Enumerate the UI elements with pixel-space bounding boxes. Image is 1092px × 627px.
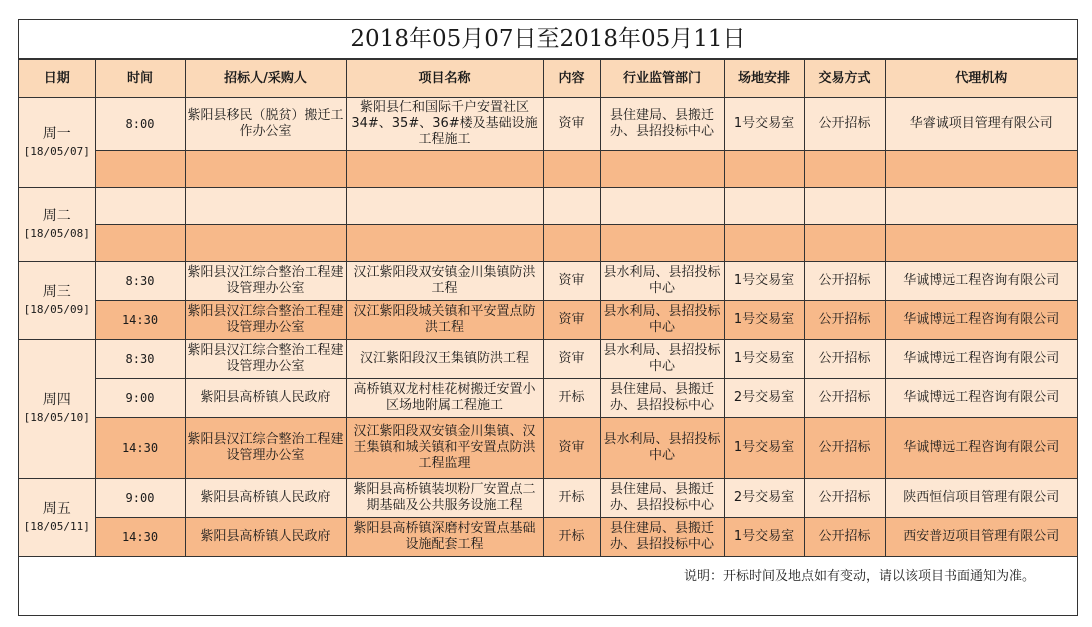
content-cell: 资审 <box>543 98 600 151</box>
day-name: 周五 <box>42 500 71 517</box>
content-cell: 资审 <box>543 262 600 301</box>
day-cell <box>19 262 95 340</box>
project-cell: 汉江紫阳段双安镇金川集镇防洪工程 <box>346 262 543 301</box>
agency-cell <box>885 225 1077 262</box>
header-time: 时间 <box>95 60 185 98</box>
tenderer-cell: 紫阳县高桥镇人民政府 <box>185 479 346 518</box>
time-cell <box>95 151 185 188</box>
time-cell: 14:30 <box>95 418 185 479</box>
method-cell <box>804 151 885 188</box>
agency-cell: 华睿诚项目管理有限公司 <box>885 98 1077 151</box>
content-cell: 开标 <box>543 518 600 557</box>
project-cell: 紫阳县仁和国际千户安置社区34#、35#、36#楼及基础设施工程施工 <box>346 98 543 151</box>
schedule-table <box>19 59 1077 596</box>
project-cell: 紫阳县高桥镇装坝粉厂安置点二期基础及公共服务设施工程 <box>346 479 543 518</box>
venue-cell <box>724 151 804 188</box>
content-cell: 资审 <box>543 418 600 479</box>
day-date: [18/05/11] <box>23 519 90 533</box>
table-row <box>19 262 1077 301</box>
dept-cell: 县住建局、县搬迁办、县招投标中心 <box>600 98 724 151</box>
time-cell: 8:00 <box>95 98 185 151</box>
method-cell: 公开招标 <box>804 418 885 479</box>
day-date: [18/05/09] <box>23 302 90 316</box>
project-cell: 高桥镇双龙村桂花树搬迁安置小区场地附属工程施工 <box>346 379 543 418</box>
day-name: 周三 <box>42 283 71 300</box>
content-cell: 开标 <box>543 479 600 518</box>
day-name: 周四 <box>42 392 71 408</box>
table-row <box>19 518 1077 557</box>
venue-cell: 2号交易室 <box>724 379 804 418</box>
footer-row <box>19 557 1077 597</box>
content-cell: 资审 <box>543 340 600 379</box>
method-cell: 公开招标 <box>804 301 885 340</box>
table-row <box>19 418 1077 479</box>
tenderer-cell: 紫阳县汉江综合整治工程建设管理办公室 <box>185 340 346 379</box>
project-cell: 紫阳县高桥镇深磨村安置点基础设施配套工程 <box>346 518 543 557</box>
tenderer-cell: 紫阳县汉江综合整治工程建设管理办公室 <box>185 418 346 479</box>
content-cell <box>543 225 600 262</box>
header-tenderer: 招标人/采购人 <box>185 60 346 98</box>
header-venue: 场地安排 <box>724 60 804 98</box>
header-date: 日期 <box>19 60 95 98</box>
tenderer-cell: 紫阳县移民（脱贫）搬迁工作办公室 <box>185 98 346 151</box>
table-row <box>19 98 1077 151</box>
header-row <box>19 60 1077 98</box>
content-cell <box>543 151 600 188</box>
dept-cell: 县住建局、县搬迁办、县招投标中心 <box>600 379 724 418</box>
dept-cell: 县水利局、县招投标中心 <box>600 418 724 479</box>
agency-cell: 西安普迈项目管理有限公司 <box>885 518 1077 557</box>
table-row <box>19 151 1077 188</box>
agency-cell: 陕西恒信项目管理有限公司 <box>885 479 1077 518</box>
dept-cell: 县水利局、县招投标中心 <box>600 340 724 379</box>
project-cell <box>346 188 543 225</box>
header-content: 内容 <box>543 60 600 98</box>
day-cell <box>19 479 95 557</box>
venue-cell <box>724 225 804 262</box>
time-cell: 8:30 <box>95 340 185 379</box>
dept-cell: 县水利局、县招投标中心 <box>600 262 724 301</box>
day-date: [18/05/10] <box>23 411 90 424</box>
header-dept: 行业监管部门 <box>600 60 724 98</box>
tenderer-cell <box>185 225 346 262</box>
project-cell: 汉江紫阳段汉王集镇防洪工程 <box>346 340 543 379</box>
day-cell <box>19 98 95 188</box>
day-cell <box>19 188 95 262</box>
dept-cell: 县住建局、县搬迁办、县招投标中心 <box>600 518 724 557</box>
venue-cell: 1号交易室 <box>724 518 804 557</box>
table-row <box>19 379 1077 418</box>
dept-cell <box>600 151 724 188</box>
method-cell <box>804 188 885 225</box>
time-cell: 9:00 <box>95 379 185 418</box>
method-cell: 公开招标 <box>804 379 885 418</box>
method-cell: 公开招标 <box>804 340 885 379</box>
day-cell <box>19 340 95 479</box>
agency-cell: 华诚博远工程咨询有限公司 <box>885 301 1077 340</box>
tenderer-cell: 紫阳县高桥镇人民政府 <box>185 379 346 418</box>
day-name: 周二 <box>42 207 71 224</box>
day-date: [18/05/08] <box>23 226 90 240</box>
schedule-title: 2018年05月07日至2018年05月11日 <box>19 20 1077 59</box>
venue-cell: 1号交易室 <box>724 301 804 340</box>
agency-cell: 华诚博远工程咨询有限公司 <box>885 262 1077 301</box>
tenderer-cell <box>185 188 346 225</box>
agency-cell: 华诚博远工程咨询有限公司 <box>885 418 1077 479</box>
time-cell: 9:00 <box>95 479 185 518</box>
method-cell: 公开招标 <box>804 479 885 518</box>
header-method: 交易方式 <box>804 60 885 98</box>
tenderer-cell <box>185 151 346 188</box>
method-cell <box>804 225 885 262</box>
header-agency: 代理机构 <box>885 60 1077 98</box>
project-cell: 汉江紫阳段双安镇金川集镇、汉王集镇和城关镇和平安置点防洪工程监理 <box>346 418 543 479</box>
method-cell: 公开招标 <box>804 262 885 301</box>
table-row <box>19 188 1077 225</box>
agency-cell <box>885 188 1077 225</box>
project-cell <box>346 151 543 188</box>
time-cell <box>95 188 185 225</box>
content-cell: 资审 <box>543 301 600 340</box>
tenderer-cell: 紫阳县高桥镇人民政府 <box>185 518 346 557</box>
day-name: 周一 <box>42 125 71 142</box>
agency-cell: 华诚博远工程咨询有限公司 <box>885 379 1077 418</box>
method-cell: 公开招标 <box>804 98 885 151</box>
tenderer-cell: 紫阳县汉江综合整治工程建设管理办公室 <box>185 262 346 301</box>
tenderer-cell: 紫阳县汉江综合整治工程建设管理办公室 <box>185 301 346 340</box>
table-row <box>19 340 1077 379</box>
footer-note: 说明：开标时间及地点如有变动，请以该项目书面通知为准。 <box>19 557 1077 597</box>
table-row <box>19 225 1077 262</box>
header-project: 项目名称 <box>346 60 543 98</box>
venue-cell: 1号交易室 <box>724 418 804 479</box>
dept-cell <box>600 188 724 225</box>
time-cell: 8:30 <box>95 262 185 301</box>
dept-cell: 县水利局、县招投标中心 <box>600 301 724 340</box>
venue-cell <box>724 188 804 225</box>
venue-cell: 2号交易室 <box>724 479 804 518</box>
venue-cell: 1号交易室 <box>724 262 804 301</box>
table-row <box>19 479 1077 518</box>
content-cell: 开标 <box>543 379 600 418</box>
day-date: [18/05/07] <box>23 144 90 158</box>
time-cell: 14:30 <box>95 301 185 340</box>
project-cell: 汉江紫阳段城关镇和平安置点防洪工程 <box>346 301 543 340</box>
table-row <box>19 301 1077 340</box>
agency-cell <box>885 151 1077 188</box>
venue-cell: 1号交易室 <box>724 98 804 151</box>
dept-cell <box>600 225 724 262</box>
project-cell <box>346 225 543 262</box>
agency-cell: 华诚博远工程咨询有限公司 <box>885 340 1077 379</box>
schedule-sheet <box>18 19 1078 616</box>
method-cell: 公开招标 <box>804 518 885 557</box>
time-cell <box>95 225 185 262</box>
venue-cell: 1号交易室 <box>724 340 804 379</box>
time-cell: 14:30 <box>95 518 185 557</box>
dept-cell: 县住建局、县搬迁办、县招投标中心 <box>600 479 724 518</box>
content-cell <box>543 188 600 225</box>
